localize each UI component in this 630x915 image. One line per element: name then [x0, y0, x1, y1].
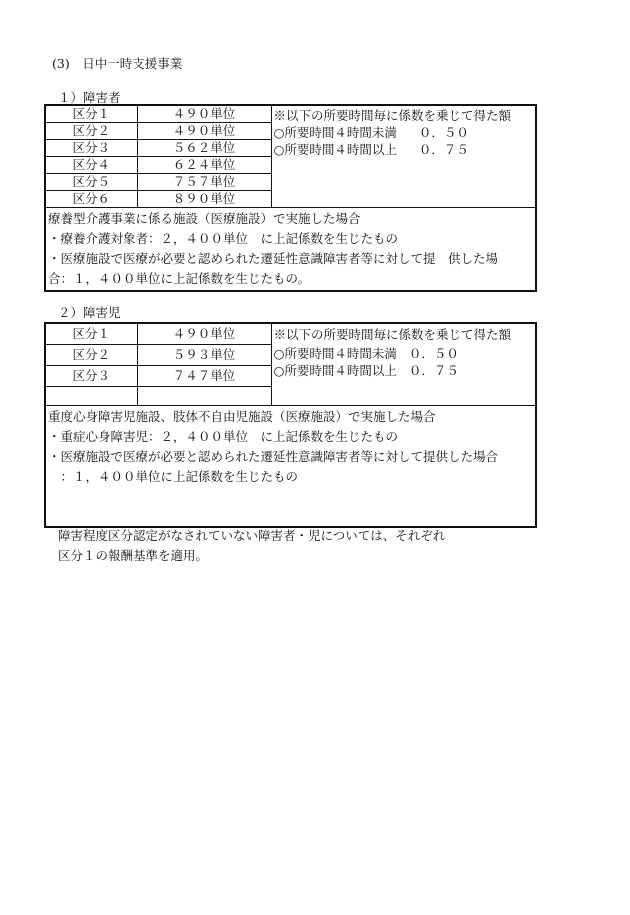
condition-line: ・療養介護対象者：２，４００単位 に上記係数を生じたもの — [48, 231, 399, 246]
adults-fee-table — [44, 104, 537, 292]
note-item-label: ○所要時間４時間未満 — [273, 125, 397, 140]
category-cell: 区分２ — [45, 345, 137, 366]
coefficient-notes — [271, 105, 536, 208]
children-heading: ２）障害児 — [58, 305, 121, 320]
condition-line: ：１，４００単位に上記係数を生じたもの — [48, 469, 299, 484]
footer-line: 区分１の報酬基準を適用。 — [58, 548, 209, 563]
table-row — [45, 323, 536, 345]
category-cell: 区分１ — [45, 105, 137, 123]
units-cell: ５９３単位 — [137, 345, 271, 366]
note-item-label: ○所要時間４時間以上 — [273, 363, 397, 378]
adults-conditions — [45, 208, 536, 292]
note-item-value: ０．５０ — [408, 346, 459, 361]
note-item — [274, 124, 534, 141]
condition-line: ・重症心身障害児：２，４００単位 に上記係数を生じたもの — [48, 429, 399, 444]
note-item-value: ０．７５ — [408, 363, 459, 378]
note-item-value: ０．５０ — [418, 125, 469, 140]
note-title: ※以下の所要時間毎に係数を乗じて得た額 — [273, 327, 512, 342]
condition-line: 療養型介護事業に係る施設（医療施設）で実施した場合 — [48, 211, 361, 226]
category-cell: 区分２ — [45, 123, 137, 140]
footer-line: 障害程度区分認定がなされていない障害者・児については、それぞれ — [58, 528, 446, 543]
units-cell: ４９０単位 — [137, 323, 271, 345]
section-title: (3) 日中一時支援事業 — [52, 56, 183, 71]
footer-note — [58, 526, 445, 566]
units-cell — [137, 387, 271, 406]
units-cell: ７５７単位 — [137, 174, 271, 191]
units-cell: ６２４単位 — [137, 157, 271, 174]
category-cell: 区分３ — [45, 366, 137, 387]
condition-line: ・医療施設で医療が必要と認められた遷延性意識障害者等に対して提 供した場 — [48, 251, 499, 266]
table-row — [45, 105, 536, 123]
note-item-label: ○所要時間４時間以上 — [273, 142, 397, 157]
note-item-label: ○所要時間４時間未満 — [273, 346, 397, 361]
note-item — [274, 362, 534, 379]
children-fee-table — [44, 322, 537, 528]
condition-line: 重度心身障害児施設、肢体不自由児施設（医療施設）で実施した場合 — [48, 409, 436, 424]
units-cell: ５６２単位 — [137, 140, 271, 157]
category-cell — [45, 387, 137, 406]
category-cell: 区分３ — [45, 140, 137, 157]
table-row — [45, 208, 536, 292]
condition-line: ・医療施設で医療が必要と認められた遷延性意識障害者等に対して提供した場合 — [48, 449, 499, 464]
units-cell: ４９０単位 — [137, 123, 271, 140]
condition-line: 合：１，４００単位に上記係数を生じたもの。 — [48, 271, 311, 286]
note-item — [274, 345, 534, 362]
units-cell: ８９０単位 — [137, 191, 271, 208]
units-cell: ７４７単位 — [137, 366, 271, 387]
coefficient-notes — [271, 323, 536, 406]
adults-heading: １）障害者 — [58, 90, 121, 105]
category-cell: 区分４ — [45, 157, 137, 174]
table-row — [45, 406, 536, 528]
units-cell: ４９０単位 — [137, 105, 271, 123]
note-item-value: ０．７５ — [418, 142, 469, 157]
note-title: ※以下の所要時間毎に係数を乗じて得た額 — [273, 108, 512, 123]
category-cell: 区分６ — [45, 191, 137, 208]
category-cell: 区分１ — [45, 323, 137, 345]
children-conditions — [45, 406, 536, 528]
note-item — [274, 141, 534, 158]
category-cell: 区分５ — [45, 174, 137, 191]
